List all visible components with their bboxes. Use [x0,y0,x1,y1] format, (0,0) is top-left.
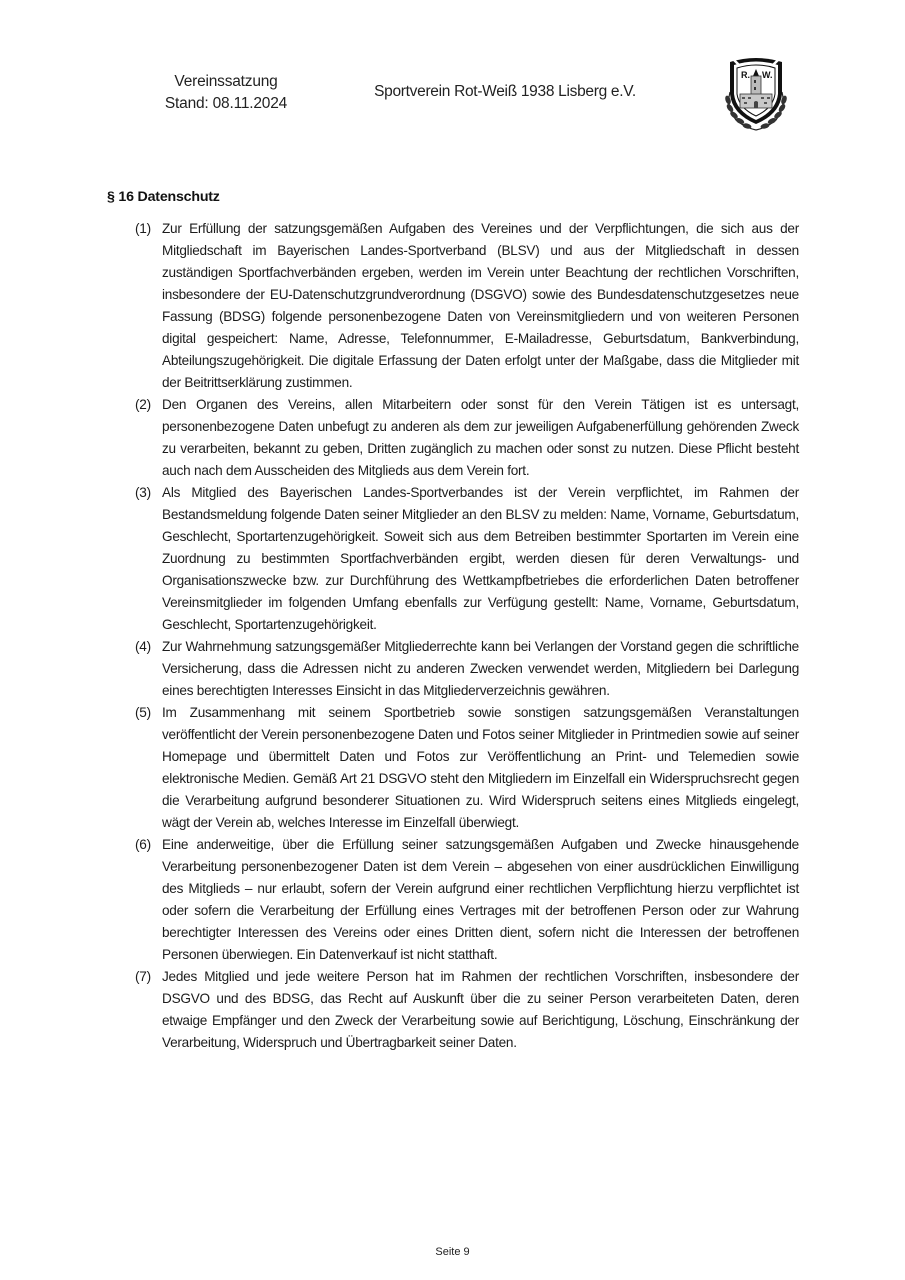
document-body [107,186,799,1054]
club-crest-icon [720,52,792,132]
paragraph-2 [107,394,799,482]
paragraph-text: Jedes Mitglied und jede weitere Person hat im Rahmen der rechtlichen Vorschriften, insbesondere der DSGVO und des BDSG, das Recht auf Auskunft über die zu seiner Person verarbeiteten Daten, deren etwaige Empfänger und den Zweck der Verarbeitung sowie auf Berichtigung, Löschung, Einschränkung der Verarbeitung, Widerspruch und Übertragbarkeit seiner Daten. [162,969,799,1050]
paragraph-6 [107,834,799,966]
page-footer [0,1246,905,1258]
paragraph-number: (6) [135,837,151,852]
svg-text:W.: W. [762,70,773,80]
document-title: Vereinssatzung [174,73,278,90]
paragraph-text: Als Mitglied des Bayerischen Landes-Sportverbandes ist der Verein verpflichtet, im Rahmen der Bestandsmeldung folgende Daten seiner Mitglieder an den BLSV zu melden: Name, Vorname, Geburtsdatum, Geschlecht, Sportartenzugehörigkeit. Soweit sich aus dem Betreiben bestimmter Sportarten im Verein eine Zuordnung zu bestimmten Sportfachverbänden ergibt, werden diesen für deren Verwaltungs- und Organisationszwecke bzw. zur Durchführung des Wettkampfbetriebes die erforderlichen Daten betroffener Vereinsmitglieder im folgenden Umfang ebenfalls zur Verfügung gestellt: Name, Vorname, Geburtsdatum, Geschlecht, Sportartenzugehörigkeit. [162,485,799,632]
document-title-block [140,71,312,115]
paragraph-number: (5) [135,705,151,720]
document-date: Stand: 08.11.2024 [164,95,288,112]
paragraph-number: (1) [135,221,151,236]
paragraph-list [107,218,799,1054]
paragraph-3 [107,482,799,636]
section-title: § 16 Datenschutz [107,189,220,205]
page-header [0,0,905,150]
paragraph-number: (2) [135,397,151,412]
paragraph-number: (4) [135,639,151,654]
paragraph-5 [107,702,799,834]
paragraph-text: Zur Wahrnehmung satzungsgemäßer Mitgliederrechte kann bei Verlangen der Vorstand gegen die schriftliche Versicherung, dass die Adressen nicht zu anderen Zwecken verwendet werden, Mitgliedern bei Darlegung eines berechtigten Interesses Einsicht in das Mitgliederverzeichnis gewähren. [162,639,799,698]
paragraph-4 [107,636,799,702]
paragraph-text: Im Zusammenhang mit seinem Sportbetrieb sowie sonstigen satzungsgemäßen Veranstaltungen veröffentlicht der Verein personenbezogene Daten und Fotos seiner Mitglieder in Printmedien sowie auf seiner Homepage und übermittelt Daten und Fotos zur Veröffentlichung an Print- und Telemedien sowie elektronische Medien. Gemäß Art 21 DSGVO steht den Mitgliedern im Einzelfall ein Widerspruchsrecht gegen die Verarbeitung aufgrund besonderer Situationen zu. Wird Widerspruch seitens eines Mitglieds eingelegt, wägt der Verein ab, welches Interesse im Einzelfall überwiegt. [162,705,799,830]
paragraph-text: Den Organen des Vereins, allen Mitarbeitern oder sonst für den Verein Tätigen ist es untersagt, personenbezogene Daten unbefugt zu anderen als dem zur jeweiligen Aufgabenerfüllung gehörenden Zweck zu verarbeiten, bekannt zu geben, Dritten zugänglich zu machen oder sonst zu nutzen. Diese Pflicht besteht auch nach dem Ausscheiden des Mitglieds aus dem Verein fort. [162,397,799,478]
svg-text:R.: R. [741,70,750,80]
paragraph-text: Zur Erfüllung der satzungsgemäßen Aufgaben des Vereines und der Verpflichtungen, die sich aus der Mitgliedschaft im Bayerischen Landes-Sportverband (BLSV) und aus der Mitgliedschaft in dessen zuständigen Sportfachverbänden ergeben, werden im Verein unter Beachtung der rechtlichen Vorschriften, insbesondere der EU-Datenschutzgrundverordnung (DSGVO) sowie des Bundesdatenschutzgesetzes neue Fassung (BDSG) folgende personenbezogene Daten von Vereinsmitgliedern und von weiteren Personen digital gespeichert: Name, Adresse, Telefonnummer, E-Mailadresse, Geburtsdatum, Bankverbindung, Abteilungszugehörigkeit. Die digitale Erfassung der Daten erfolgt unter der Maßgabe, dass die Mitglieder mit der Beitrittserklärung zustimmen. [162,221,799,390]
paragraph-1 [107,218,799,394]
paragraph-text: Eine anderweitige, über die Erfüllung seiner satzungsgemäßen Aufgaben und Zwecke hinausgehende Verarbeitung personenbezogener Daten ist dem Verein – abgesehen von einer ausdrücklichen Einwilligung des Mitglieds – nur erlaubt, sofern der Verein aufgrund einer rechtlichen Verpflichtung hierzu verpflichtet ist oder sofern die Verarbeitung der Erfüllung eines Vertrages mit der betroffenen Person oder zur Wahrung berechtigter Interessen des Vereins oder eines Dritten dient, sofern nicht die Interessen der betroffenen Personen überwiegen. Ein Datenverkauf ist nicht statthaft. [162,837,799,962]
paragraph-number: (3) [135,485,151,500]
paragraph-number: (7) [135,969,151,984]
page-number: Seite 9 [435,1246,470,1258]
club-name: Sportverein Rot-Weiß 1938 Lisberg e.V. [374,83,636,100]
paragraph-7 [107,966,799,1054]
